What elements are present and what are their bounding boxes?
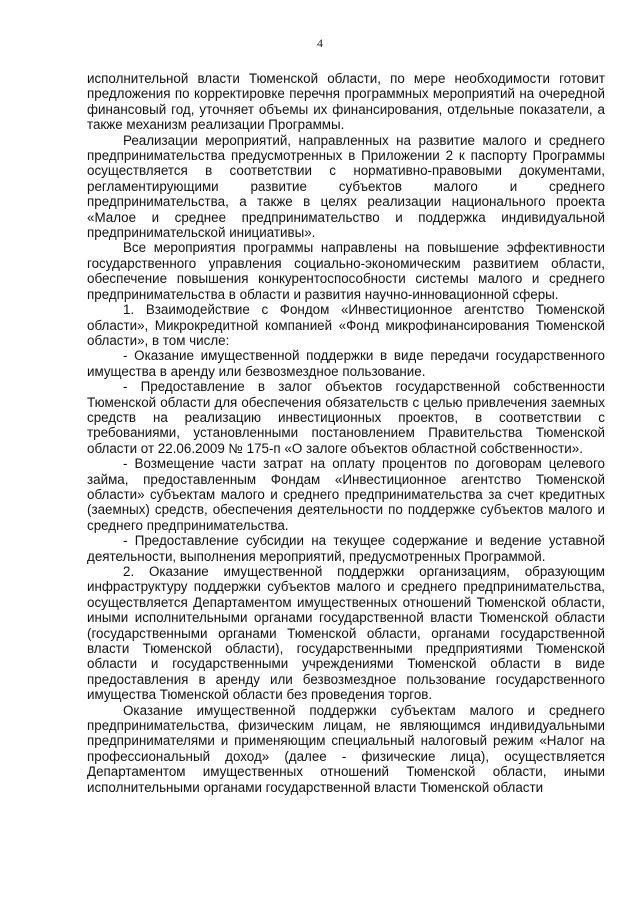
- paragraph: - Предоставление в залог объектов государственной собственности Тюменской области для обеспечения обязательств с целью привлечения заемных средств на реализацию инвестиционных проектов, в соответствии с требованиями, установленными постановлением Правительства Тюменской области от 22.06.2009 № 175-п «О залоге объектов областной собственности».: [87, 379, 605, 456]
- paragraph: 1. Взаимодействие с Фондом «Инвестиционное агентство Тюменской области», Микрокредитной компанией «Фонд микрофинансирования Тюменской области», в том числе:: [87, 302, 605, 348]
- body-text: [87, 71, 605, 795]
- paragraph: - Оказание имущественной поддержки в виде передачи государственного имущества в аренду или безвозмездное пользование.: [87, 348, 605, 379]
- paragraph: 2. Оказание имущественной поддержки организациям, образующим инфраструктуру поддержки субъектов малого и среднего предпринимательства, осуществляется Департаментом имущественных отношений Тюменской области, иными исполнительными органами государственной власти Тюменской области (государственными органами Тюменской области, органами государственной власти Тюменской области), государственными предприятиями Тюменской области и государственными учреждениями Тюменской области в виде предоставления в аренду или безвозмездное пользование государственного имущества Тюменской области без проведения торгов.: [87, 564, 605, 703]
- paragraph: - Предоставление субсидии на текущее содержание и ведение уставной деятельности, выполнения мероприятий, предусмотренных Программой.: [87, 533, 605, 564]
- paragraph: исполнительной власти Тюменской области, по мере необходимости готовит предложения по корректировке перечня программных мероприятий на очередной финансовый год, уточняет объемы их финансирования, отдельные показатели, а также механизм реализации Программы.: [87, 71, 605, 133]
- paragraph: Реализации мероприятий, направленных на развитие малого и среднего предпринимательства предусмотренных в Приложении 2 к паспорту Программы осуществляется в соответствии с нормативно-правовыми документами, регламентирующими развитие субъектов малого и среднего предпринимательства, а также в целях реализации национального проекта «Малое и среднее предпринимательство и поддержка индивидуальной предпринимательской инициативы».: [87, 132, 605, 241]
- paragraph: Оказание имущественной поддержки субъектам малого и среднего предпринимательства, физическим лицам, не являющимся индивидуальными предпринимателями и применяющим специальный налоговый режим «Налог на профессиональный доход» (далее - физические лица), осуществляется Департаментом имущественных отношений Тюменской области, иными исполнительными органами государственной власти Тюменской области: [87, 702, 605, 795]
- page-number: 4: [317, 36, 323, 50]
- paragraph: - Возмещение части затрат на оплату процентов по договорам целевого займа, предоставленным Фондам «Инвестиционное агентство Тюменской области» субъектам малого и среднего предпринимательства за счет кредитных (заемных) средств, обеспечения деятельности по поддержке субъектов малого и среднего предпринимательства.: [87, 456, 605, 533]
- paragraph: Все мероприятия программы направлены на повышение эффективности государственного управления социально-экономическим развитием области, обеспечение повышения конкурентоспособности системы малого и среднего предпринимательства в области и развития научно-инновационной сферы.: [87, 240, 605, 302]
